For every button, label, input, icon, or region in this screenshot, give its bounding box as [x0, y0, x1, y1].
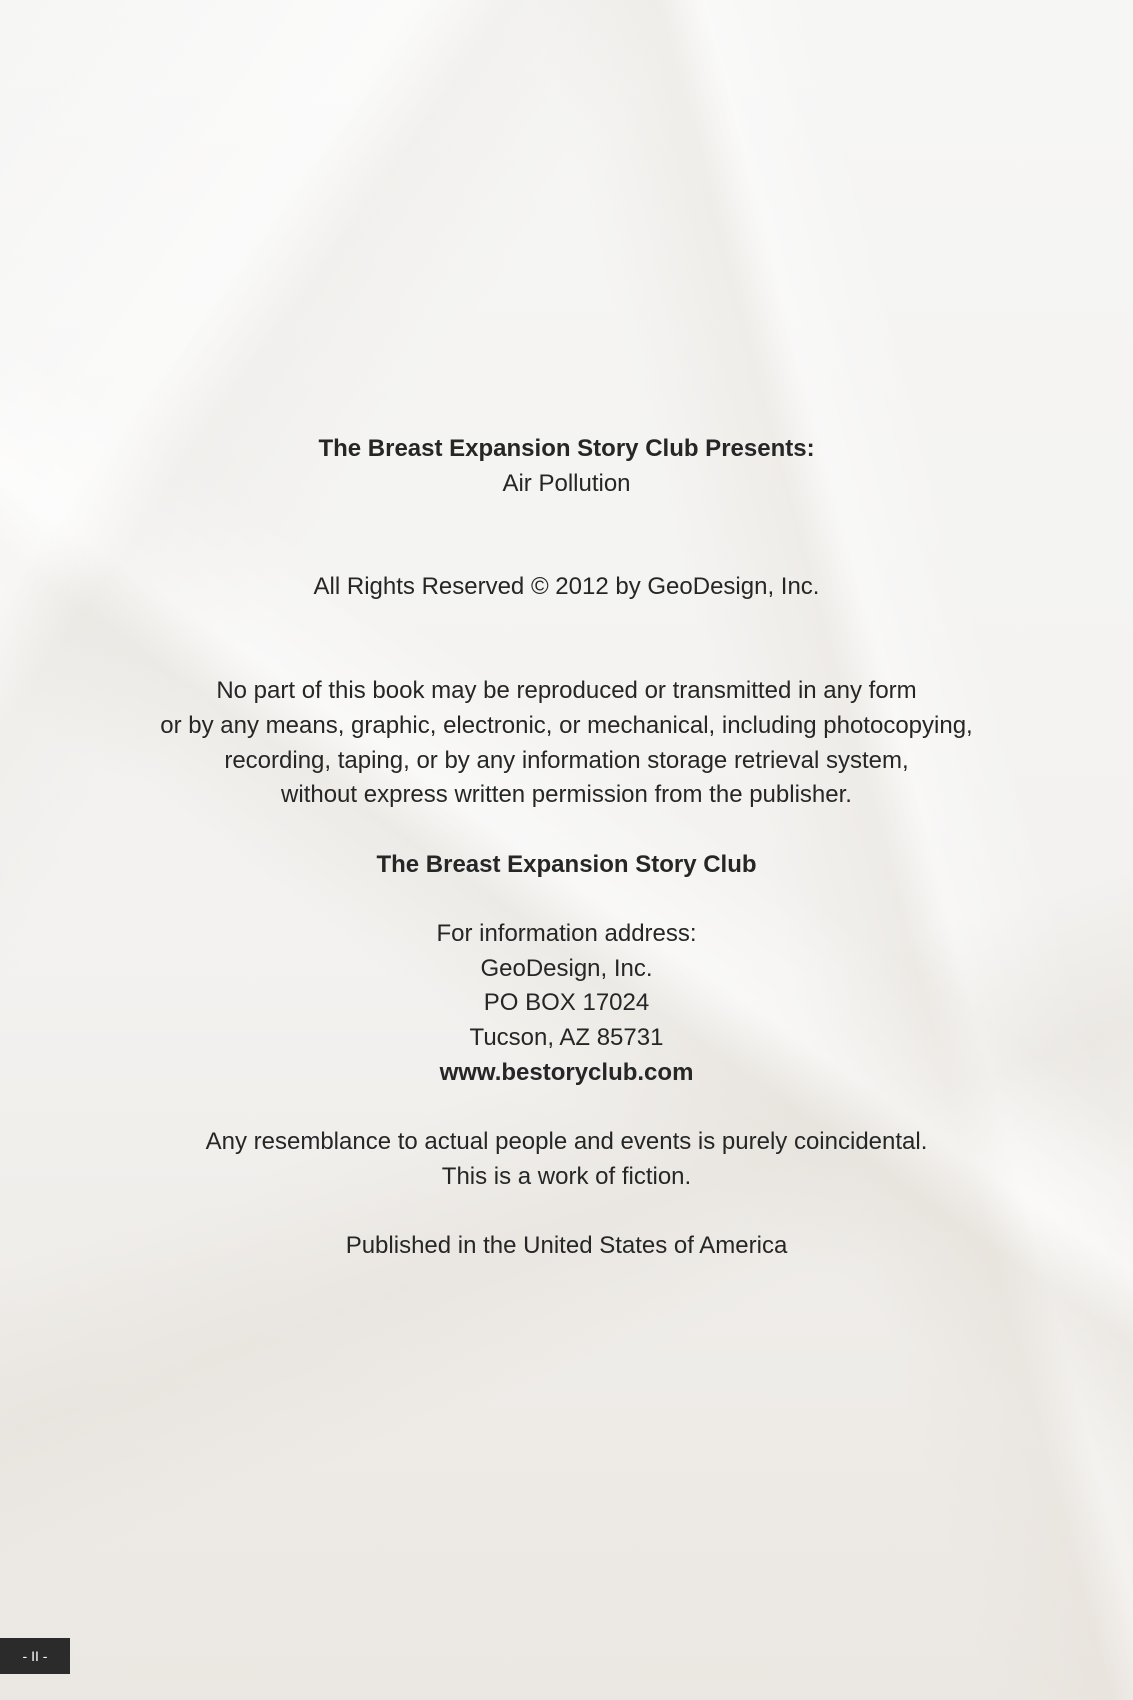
- book-title: Air Pollution: [502, 469, 631, 497]
- disclaimer-line: This is a work of fiction.: [441, 1162, 692, 1190]
- address-intro: For information address:: [436, 920, 697, 947]
- notice-line: without express written permission from the publisher.: [281, 781, 852, 809]
- copyright-notice: All Rights Reserved © 2012 by GeoDesign, Inc.: [313, 573, 820, 601]
- presents-heading: The Breast Expansion Story Club Presents:: [318, 435, 815, 462]
- website-link[interactable]: www.bestoryclub.com: [439, 1058, 694, 1086]
- disclaimer-line: Any resemblance to actual people and events is purely coincidental.: [205, 1128, 928, 1156]
- publisher-name: The Breast Expansion Story Club: [376, 850, 757, 878]
- reproduction-notice: [0, 674, 1133, 813]
- address-city: Tucson, AZ 85731: [469, 1024, 664, 1052]
- copyright-block: [0, 432, 1133, 1264]
- fiction-disclaimer: [0, 1125, 1133, 1194]
- page-number: - II -: [0, 1638, 70, 1674]
- notice-line: or by any means, graphic, electronic, or mechanical, including photocopying,: [160, 711, 973, 739]
- published-location: Published in the United States of America: [345, 1232, 788, 1260]
- notice-line: recording, taping, or by any information storage retrieval system,: [224, 746, 909, 774]
- notice-line: No part of this book may be reproduced or transmitted in any form: [216, 677, 917, 705]
- address-po-box: PO BOX 17024: [483, 989, 650, 1017]
- address-company: GeoDesign, Inc.: [480, 954, 653, 982]
- publisher-address: [0, 917, 1133, 1091]
